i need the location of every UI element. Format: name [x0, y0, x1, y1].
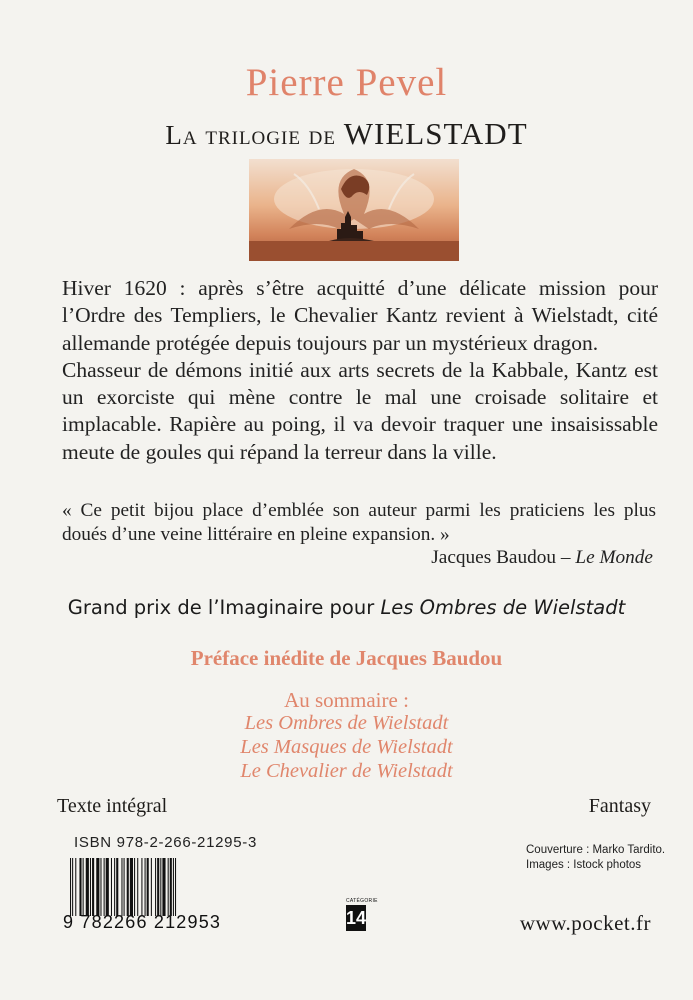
- category-number: 14: [346, 905, 366, 931]
- review-quote: « Ce petit bijou place d’emblée son auteur parmi les praticiens les plus doués d’une veine littéraire en pleine expansion. »: [62, 500, 656, 545]
- credit-line: Images : Istock photos: [526, 859, 642, 871]
- publisher-website: www.pocket.fr: [519, 911, 651, 935]
- review-source: [431, 547, 653, 569]
- contents-label: Au sommaire :: [284, 688, 409, 712]
- series-title: [0, 116, 693, 152]
- award-text: Grand prix de l’Imaginaire pour: [67, 596, 375, 619]
- image-credits: [526, 843, 665, 873]
- synopsis-paragraph: Chasseur de démons initié aux arts secrets de la Kabbale, Kantz est un exorciste qui mène contre le mal une croisade solitaire et implacable. Rapière au poing, il va devoir traquer une insaisissable meute de goules qui répand la terreur dans la ville.: [62, 357, 658, 464]
- contents-item: Les Masques de Wielstadt: [240, 736, 453, 758]
- review-publication: Le Monde: [575, 547, 653, 568]
- award-line: [0, 596, 693, 619]
- cover-illustration: [249, 159, 459, 261]
- price-category-badge: [346, 898, 378, 934]
- preface-note: Préface inédite de Jacques Baudou: [190, 646, 503, 670]
- category-label: CATÉGORIE: [346, 898, 378, 904]
- synopsis-paragraph: Hiver 1620 : après s’être acquitté d’une délicate mission pour l’Ordre des Templiers, le Chevalier Kantz revient à Wielstadt, cité allemande protégée depuis toujours par un mystérieux dragon.: [62, 276, 658, 355]
- series-name: WIELSTADT: [343, 116, 528, 151]
- contents-item: Le Chevalier de Wielstadt: [240, 760, 453, 782]
- series-prefix: La trilogie de: [165, 120, 337, 150]
- isbn-number: ISBN 978-2-266-21295-3: [74, 834, 258, 851]
- barcode-digits: 9 782266 212953: [63, 912, 222, 932]
- author-name: Pierre Pevel: [245, 61, 448, 104]
- award-book-title: Les Ombres de Wielstadt: [380, 596, 626, 619]
- dragon-castle-illustration: [249, 159, 459, 261]
- review-author: Jacques Baudou –: [431, 547, 571, 568]
- edition-label: Texte intégral: [57, 795, 168, 817]
- synopsis: [62, 275, 658, 466]
- contents-item: Les Ombres de Wielstadt: [244, 712, 449, 734]
- credit-line: Couverture : Marko Tardito.: [526, 844, 666, 856]
- genre-label: Fantasy: [588, 795, 651, 817]
